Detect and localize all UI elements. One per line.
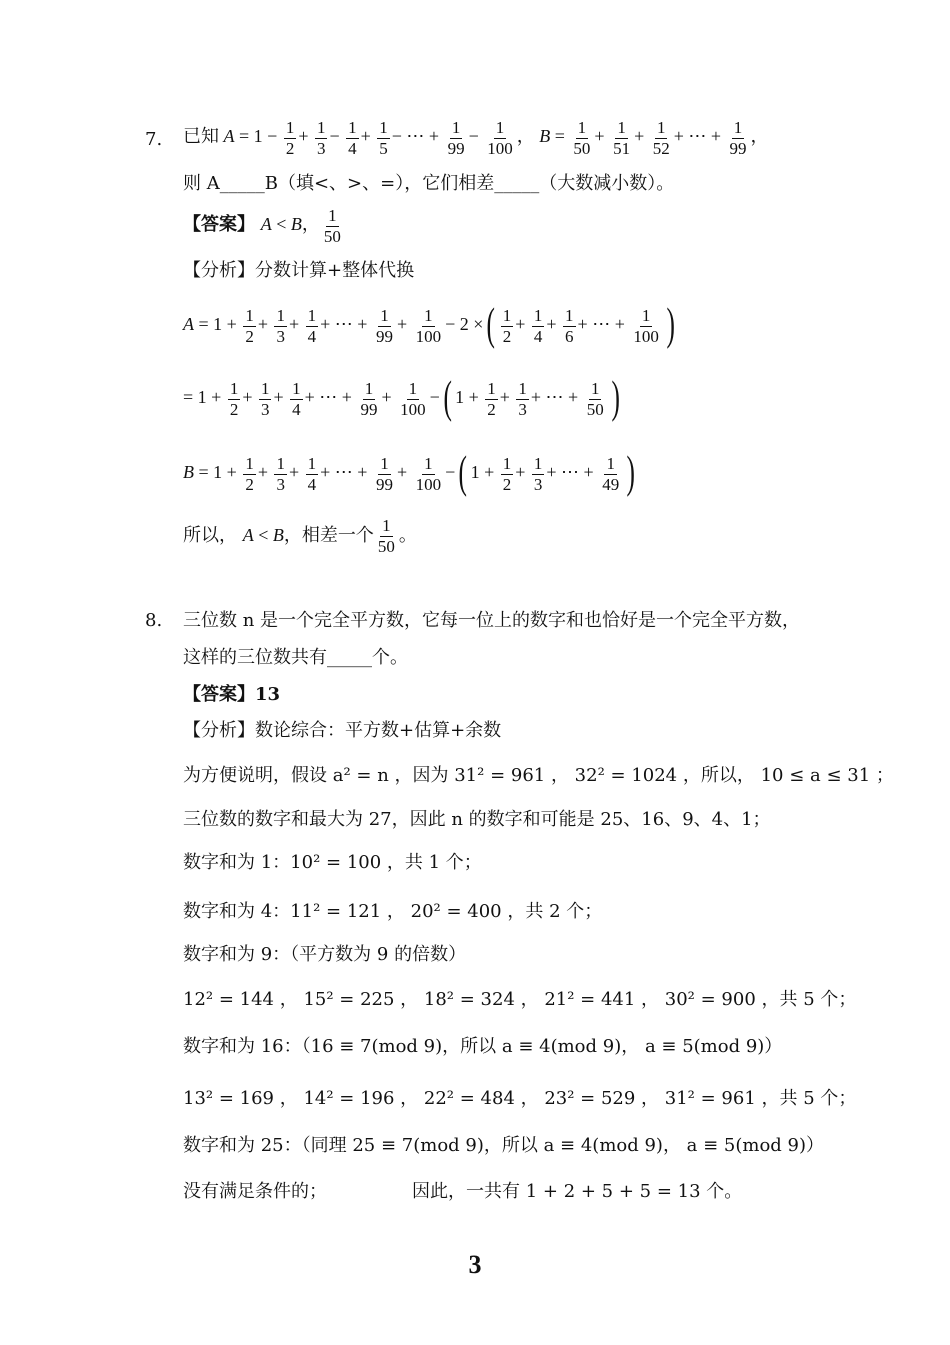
- q8-line-4: 数字和为 4：11² = 121 ， 20² = 400 ，共 2 个；: [183, 901, 603, 922]
- q7-fill-line: 则 A_____B（填<、>、=），它们相差_____（大数减小数）。: [183, 173, 675, 194]
- q7-answer: 【答案】 A < B， $\frac{1}{50}$: [183, 206, 341, 246]
- q8-line-8: 13² = 169 ， 14² = 196 ， 22² = 484 ， 23² = 529 ， 31² = 961 ，共 5 个；: [183, 1088, 857, 1109]
- q7-stem: 已知 A = 1 − $\frac{1}{2}$ + $\frac{1}{3}$ − $\frac{1}{4}$ + $\frac{1}{5}$ − ⋯ + $\frac{1}{99}$ − $\frac{1}{100}$ ， B = $\frac{1}{50}$ + $\frac{1}{51}$ + $\frac{1}{52}$ + ⋯ + $\frac{1}{99}$ ，: [183, 118, 769, 158]
- q7-eq-b: B = 1 + $\frac{1}{2}$ + $\frac{1}{3}$ + $\frac{1}{4}$ + ⋯ + $\frac{1}{99}$ + $\frac{1}{100}$ −( 1 + $\frac{1}{2}$ + $\frac{1}{3}$ + ⋯ + $\frac{1}{49}$ ): [183, 446, 636, 497]
- q7-eq-a2: = 1 + $\frac{1}{2}$ + $\frac{1}{3}$ + $\frac{1}{4}$ + ⋯ + $\frac{1}{99}$ + $\frac{1}{100}$ −( 1 + $\frac{1}{2}$ + $\frac{1}{3}$ + ⋯ + $\frac{1}{50}$ ): [183, 371, 620, 422]
- q8-stem-2: 这样的三位数共有_____个。: [183, 647, 408, 668]
- q7-stem-prefix: 已知: [183, 126, 219, 148]
- q7-number: 7.: [145, 129, 163, 150]
- q8-line-10a: 没有满足条件的；: [183, 1181, 327, 1202]
- q7-eq-a: A = 1 + $\frac{1}{2}$ + $\frac{1}{3}$ + $\frac{1}{4}$ + ⋯ + $\frac{1}{99}$ + $\frac{1}{100}$ − 2 ×( $\frac{1}{2}$ + $\frac{1}{4}$ + $\frac{1}{6}$ + ⋯ + $\frac{1}{100}$ ): [183, 298, 675, 349]
- q8-line-10b: 因此，一共有 1 + 2 + 5 + 5 = 13 个。: [412, 1181, 743, 1202]
- page-number: 3: [468, 1250, 482, 1279]
- q8-line-6: 12² = 144 ， 15² = 225 ， 18² = 324 ， 21² = 441 ， 30² = 900 ，共 5 个；: [183, 989, 857, 1010]
- q8-line-3: 数字和为 1：10² = 100 ，共 1 个；: [183, 852, 482, 873]
- q7-analysis: 【分析】分数计算+整体代换: [183, 260, 415, 281]
- q8-answer: 【答案】13: [183, 684, 281, 705]
- q8-stem-1: 三位数 n 是一个完全平方数，它每一位上的数字和也恰好是一个完全平方数，: [183, 610, 801, 631]
- q8-line-7: 数字和为 16：（16 ≡ 7(mod 9)，所以 a ≡ 4(mod 9)， a ≡ 5(mod 9)）: [183, 1036, 783, 1057]
- q7-conclusion: 所以， A < B，相差一个 $\frac{1}{50}$ 。: [183, 516, 417, 556]
- q8-line-5: 数字和为 9：（平方数为 9 的倍数）: [183, 944, 467, 965]
- q8-number: 8.: [145, 610, 163, 631]
- q8-answer-value: 13: [255, 684, 281, 705]
- q7-answer-tag: 【答案】: [183, 214, 255, 236]
- q8-analysis: 【分析】数论综合：平方数+估算+余数: [183, 720, 502, 741]
- q8-line-9: 数字和为 25：（同理 25 ≡ 7(mod 9)，所以 a ≡ 4(mod 9)， a ≡ 5(mod 9)）: [183, 1135, 825, 1156]
- q7-analysis-title: 分数计算+整体代换: [255, 260, 415, 281]
- q8-line-1: 为方便说明，假设 a² = n ，因为 31² = 961 ， 32² = 1024 ，所以， 10 ≤ a ≤ 31 ；: [183, 765, 894, 786]
- q8-line-2: 三位数的数字和最大为 27，因此 n 的数字和可能是 25、16、9、4、1；: [183, 809, 771, 830]
